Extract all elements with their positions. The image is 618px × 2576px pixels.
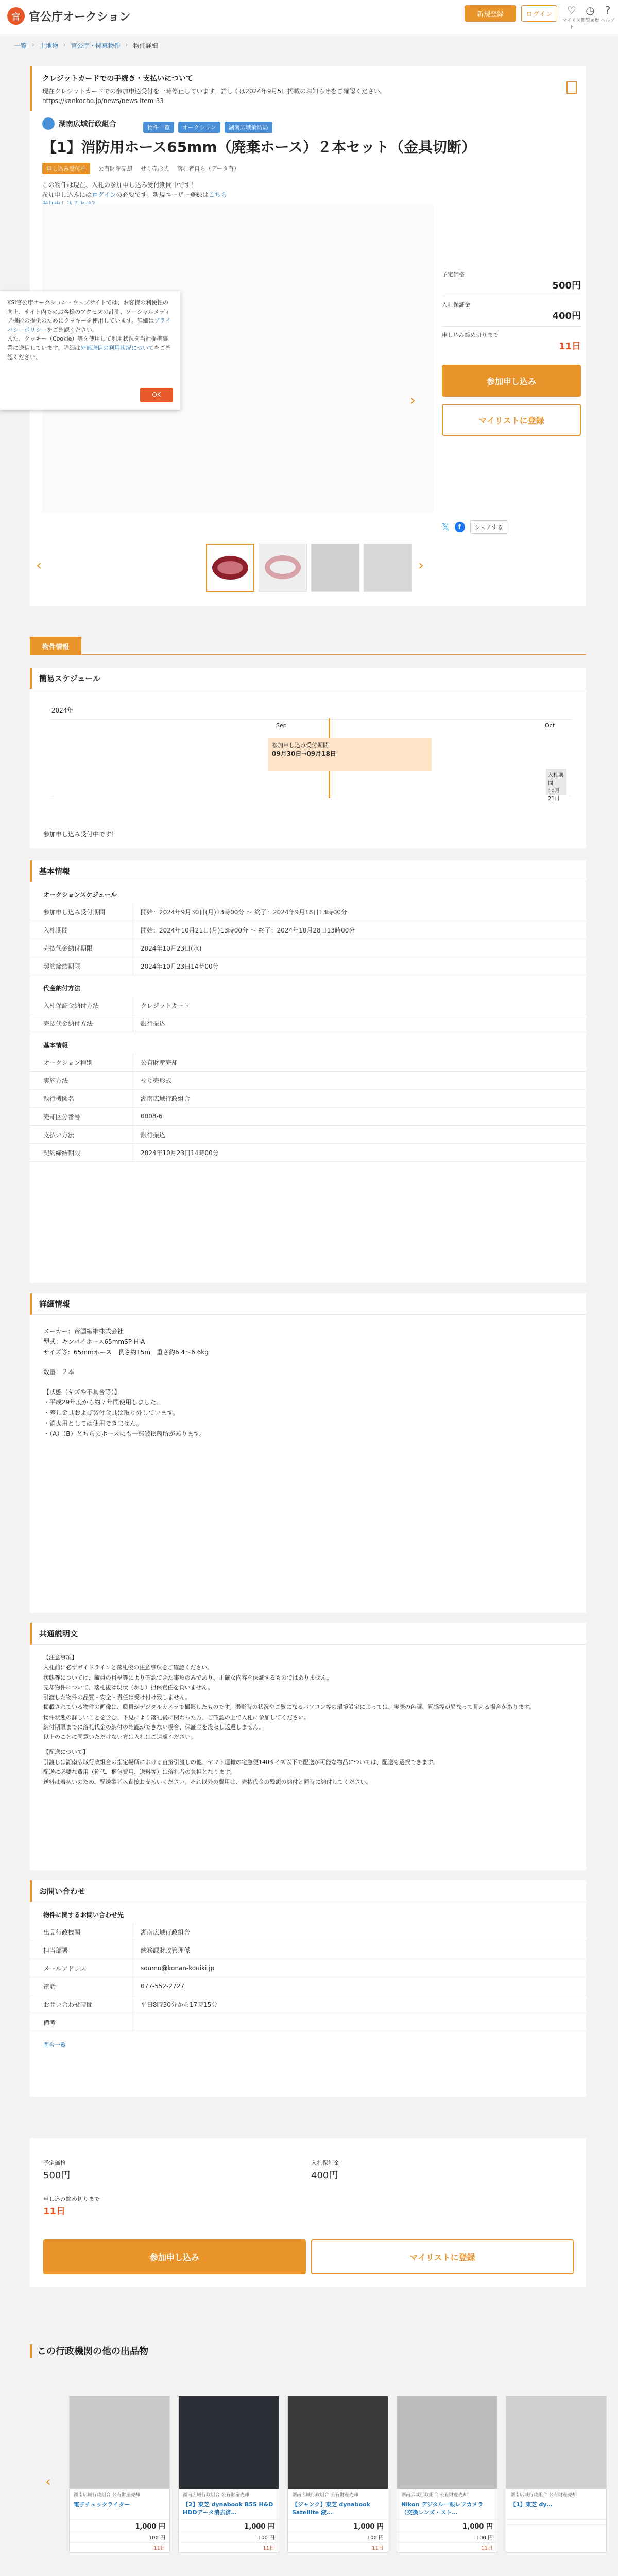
thumbnail[interactable] [364, 544, 412, 592]
card-category: 湖南広域行政組合 公有財産売却 [183, 2493, 249, 2498]
mylist-button[interactable]: マイリストに登録 [311, 2239, 574, 2274]
section-title: 簡易スケジュール [30, 668, 586, 689]
item-title: 【1】消防用ホース65mm（廃棄ホース）２本セット（金具切断） [42, 139, 476, 156]
row-value: 公有財産売却 [133, 1054, 178, 1071]
common-line: 引渡しは湖南広域行政組合の指定場所における直接引渡しの他、ヤマト運輸の宅急便140サイズ以下で配送が可能な物品については、配送も選択できます。 [43, 1758, 439, 1766]
help-icon[interactable]: ? ヘルプ [597, 4, 618, 23]
x-share-icon[interactable]: 𝕏 [442, 521, 450, 533]
sub-heading: 基本情報 [43, 1042, 68, 1049]
card-price: 1,000 円 [135, 2522, 165, 2531]
card-image[interactable] [179, 2396, 279, 2489]
row-key: 支払い方法 [43, 1131, 75, 1139]
apply-period-bar [268, 738, 432, 771]
row-value: 湖南広域行政組合 [133, 1090, 190, 1107]
card-price-row [70, 2519, 169, 2532]
deposit-label: 入札保証金 [311, 2160, 339, 2166]
row-value: せり売形式 [133, 1072, 171, 1089]
row-value: 銀行振込 [133, 1014, 165, 1032]
table-row [30, 2013, 586, 2031]
card-image[interactable] [397, 2396, 497, 2489]
org-header [42, 117, 116, 130]
row-value: 開始：2024年9月30日(月)13時00分 ～ 終了：2024年9月18日13時00分 [133, 903, 347, 921]
row-value[interactable]: soumu@konan-kouiki.jp [133, 1959, 214, 1977]
org-name[interactable]: 湖南広域行政組合 [59, 120, 116, 128]
row-value: クレジットカード [133, 996, 190, 1014]
schedule-section [30, 668, 586, 848]
thumb-prev-icon[interactable]: ‹ [36, 556, 42, 573]
row-value: 0008-6 [133, 1108, 163, 1125]
table-row [30, 1054, 586, 1072]
card-image[interactable] [506, 2396, 606, 2489]
product-card[interactable] [397, 2396, 497, 2553]
row-key: 売却区分番号 [43, 1113, 81, 1121]
notice-document-icon [566, 81, 577, 94]
card-deposit: 100 円 [367, 2535, 384, 2541]
breadcrumb-item[interactable]: 土地物 [39, 42, 58, 49]
card-price-row [288, 2519, 388, 2532]
product-card[interactable] [287, 2396, 388, 2553]
row-key: 契約締結期限 [43, 1149, 81, 1157]
heart-icon-label: マイリスト [562, 18, 581, 30]
month-sep: Sep [276, 722, 287, 729]
card-days: 11日 [481, 2545, 493, 2551]
row-key: 備考 [43, 2019, 56, 2026]
meta-item: 落札者自ら（データ有） [177, 165, 239, 172]
row-key: 担当部署 [43, 1946, 68, 1954]
table-row [30, 1977, 586, 1995]
table-row [30, 903, 586, 921]
notice-banner [30, 66, 586, 111]
common-line: 以上のことに同意いただけない方は入札はご遠慮ください。 [43, 1734, 196, 1740]
cookie-text: KSI官公庁オークション・ウェブサイトでは、お客様の利便性の向上、サイト内でのお客様のアクセスの計測、ソーシャルメディア機能の提供のためにクッキーを使用しています。詳細は [7, 299, 170, 325]
register-button[interactable]: 新規登録 [465, 5, 516, 22]
facebook-share-icon[interactable]: f [455, 522, 465, 532]
basic-info-section [30, 860, 586, 1283]
item-meta [42, 163, 239, 174]
mylist-button[interactable]: マイリストに登録 [442, 404, 581, 436]
card-deposit-row [397, 2532, 497, 2542]
inquiry-link[interactable]: 問合一覧 [43, 2042, 66, 2048]
cookie-ok-button[interactable]: OK [140, 388, 173, 402]
card-title[interactable]: Nikon デジタル一眼レフカメラ（交換レンズ・スト… [401, 2501, 484, 2516]
row-value: 2024年10月23日14時00分 [133, 957, 219, 975]
heart-icon[interactable]: ♡ マイリスト [561, 4, 582, 30]
card-category: 湖南広域行政組合 公有財産売却 [292, 2493, 358, 2498]
org-tag[interactable]: 湖南広域消防局 [225, 122, 272, 133]
org-tag[interactable]: オークション [178, 122, 220, 133]
detail-text [30, 1315, 586, 1451]
row-key: 参加申し込み受付期間 [43, 908, 106, 916]
contact-table [30, 1923, 586, 2031]
site-header [0, 0, 618, 36]
common-line: 【注意事項】 [43, 1654, 77, 1661]
min-price-label: 予定価格 [43, 2160, 66, 2166]
card-category: 湖南広域行政組合 公有財産売却 [74, 2493, 140, 2498]
external-send-link[interactable]: 外部送信の利用状況について [80, 344, 154, 351]
common-line: 状態等については、職員の目視等により確認できた事項のみであり、正確な内容を保証するものではありません。 [43, 1674, 333, 1681]
row-key: お問い合わせ時間 [43, 2001, 93, 2008]
common-line: 物件状態の詳しいことを含む、下見により落札後に関わった方、ご確認の上で入札に参加してください。 [43, 1714, 310, 1721]
thumbnail[interactable] [206, 544, 254, 592]
apply-button[interactable]: 参加申し込み [442, 365, 581, 397]
card-price-row [179, 2519, 279, 2532]
row-key: 売払代金納付期限 [43, 944, 93, 952]
row-value: 平日8時30分から17時15分 [133, 1995, 217, 2013]
card-image[interactable] [70, 2396, 169, 2489]
table-row [30, 1144, 586, 1162]
contact-section [30, 1880, 586, 2097]
schedule-note: 参加申し込み受付中です！ [43, 831, 118, 838]
card-days-row [70, 2542, 169, 2552]
table-row [30, 921, 586, 939]
common-line: 掲載されている物件の画像は、職員がデジタルカメラで撮影したものです。撮影時の状況やご覧になるパソコン等の環境設定によっては、実際の色調、質感等が異なって見える場合があります。 [43, 1704, 535, 1711]
common-line: 売却物件について、落札後は現状（かし）担保責任を負いません。 [43, 1684, 214, 1691]
card-title[interactable]: 【ジャンク】東芝 dynabook Satellite 液… [292, 2501, 370, 2516]
row-key: オークション種別 [43, 1059, 93, 1066]
table-row [30, 996, 586, 1014]
thumb-next-icon[interactable]: › [418, 556, 424, 573]
tab-bar [30, 637, 586, 655]
thumbnail[interactable] [311, 544, 359, 592]
card-title[interactable]: 【1】東芝 dy… [510, 2501, 553, 2508]
intro-line: この物件は現在、入札の参加申し込み受付期間中です！ [42, 181, 197, 189]
card-days-row [397, 2542, 497, 2552]
card-deposit: 100 円 [258, 2535, 274, 2541]
history-icon-label: 閲覧履歴 [580, 18, 599, 23]
card-title[interactable]: 【2】東芝 dynabook B55 H&D HDDデータ消去済… [183, 2501, 273, 2516]
bid-period-date: 10月21日 [548, 788, 560, 802]
cookie-consent [0, 291, 180, 410]
row-key: 契約締結期限 [43, 962, 81, 970]
others-heading: この行政機関の他の出品物 [30, 2344, 148, 2358]
product-card[interactable] [506, 2396, 607, 2553]
row-key: 電話 [43, 1982, 56, 1990]
login-link[interactable]: ログイン [92, 191, 116, 198]
deadline-value: 11日 [43, 2206, 66, 2217]
breadcrumb: 一覧 › 土地物 › 官公庁・関東物件 › 物件詳細 [14, 41, 158, 49]
table-row [30, 1941, 586, 1959]
detail-line: ・差し金具および袋付金具は取り外しています。 [43, 1409, 179, 1417]
card-days: 11日 [263, 2545, 274, 2551]
sub-heading: 代金納付方法 [43, 985, 81, 992]
sub-heading: 物件に関するお問い合わせ先 [43, 1911, 124, 1919]
schedule-table [30, 903, 586, 975]
org-tag[interactable]: 物件一覧 [143, 122, 174, 133]
detail-section [30, 1293, 586, 1613]
row-value: 開始：2024年10月21日(月)13時00分 ～ 終了：2024年10月28日13時00分 [133, 921, 355, 939]
table-row [30, 1108, 586, 1126]
breadcrumb-item[interactable]: 官公庁・関東物件 [71, 42, 121, 49]
intro-text: の必要です。新規ユーザー登録は [116, 191, 209, 198]
card-image[interactable] [288, 2396, 388, 2489]
privacy-link[interactable]: プライバシーポリシー [7, 317, 171, 333]
row-key: メールアドレス [43, 1964, 87, 1972]
detail-line: ・消火用としては使用できません。 [43, 1419, 143, 1427]
notice-title: クレジットカードでの手続き・支払いについて [42, 75, 193, 83]
card-price: 1,000 円 [244, 2522, 274, 2531]
common-line: 送料は着払いのため、配送業者へ直接お支払いください。それ以外の費用は、売払代金の残額の納付と同時に納付してください。 [43, 1778, 372, 1785]
breadcrumb-current: 物件詳細 [133, 42, 158, 49]
row-value [133, 2013, 141, 2031]
card-deposit-row [288, 2532, 388, 2542]
login-button[interactable]: ログイン [521, 5, 557, 22]
card-category: 湖南広域行政組合 公有財産売却 [510, 2493, 577, 2498]
detail-line: メーカー：帝国繊維株式会社 [43, 1328, 124, 1335]
section-title: 共通説明文 [30, 1623, 586, 1645]
detail-line: 型式：キンバイホース65mmSP-H-A [43, 1338, 145, 1346]
card-days: 11日 [153, 2545, 165, 2551]
detail-line: サイズ等：65mmホース 長さ約15m 重さ約6.4〜6.6kg [43, 1348, 209, 1356]
deadline-label: 申し込み締め切りまで [43, 2196, 100, 2202]
card-price: 1,000 円 [462, 2522, 493, 2531]
table-row [30, 1014, 586, 1032]
table-row [30, 1923, 586, 1941]
apply-period-dates: 09月30日→09月18日 [272, 750, 336, 757]
common-line: 入札前に必ずガイドラインと落札後の注意事項をご確認ください。 [43, 1664, 213, 1671]
status-badge: 申し込み受付中 [42, 163, 90, 174]
bid-period-bar [546, 769, 566, 802]
min-price-value: 500円 [552, 280, 581, 291]
help-icon-label: ヘルプ [600, 18, 615, 23]
cookie-text: をご確認ください。 [7, 344, 171, 361]
meta-item: せり売形式 [141, 165, 169, 172]
apply-period-label: 参加申し込み受付期間 [272, 742, 329, 749]
table-row [30, 1995, 586, 2013]
apply-button[interactable]: 参加申し込み [43, 2239, 306, 2274]
detail-line: ・平成29年度から約７年間使用しました。 [43, 1398, 163, 1406]
common-section [30, 1623, 586, 1870]
table-row [30, 1126, 586, 1144]
others-carousel [69, 2396, 607, 2553]
row-value: 2024年10月23日(水) [133, 939, 201, 957]
card-category: 湖南広域行政組合 公有財産売却 [401, 2493, 468, 2498]
row-value: 2024年10月23日14時00分 [133, 1144, 219, 1161]
table-row [30, 939, 586, 957]
basic-table [30, 1054, 586, 1162]
card-days-row [288, 2542, 388, 2552]
detail-line: 【状態（キズや不具合等）】 [43, 1388, 121, 1396]
site-logo[interactable] [7, 7, 131, 25]
row-key: 執行機関名 [43, 1095, 75, 1103]
section-title: お問い合わせ [30, 1880, 586, 1902]
card-title[interactable]: 電子チェックライター [74, 2501, 130, 2508]
common-line: 配送に必要な費用（箱代、梱包費用、送料等）は落札者の負担となります。 [43, 1768, 236, 1775]
row-value: 湖南広域行政組合 [133, 1923, 190, 1941]
deadline-value: 11日 [558, 341, 581, 352]
min-price-label: 予定価格 [442, 271, 465, 278]
row-key: 入札保証金納付方法 [43, 1002, 99, 1009]
org-icon [42, 117, 55, 130]
meta-item: 公有財産売却 [98, 165, 132, 172]
logo-mark: 官 [7, 7, 25, 25]
row-key: 出品行政機関 [43, 1928, 81, 1936]
bid-period-label: 入札期間 [548, 773, 563, 786]
min-price-value: 500円 [43, 2170, 71, 2181]
product-card[interactable] [178, 2396, 279, 2553]
card-deposit: 100 円 [148, 2535, 165, 2541]
detail-line: ・（A）（B）どちらのホースにも一部破損箇所があります。 [43, 1430, 205, 1438]
section-title: 基本情報 [30, 860, 586, 882]
table-row [30, 1090, 586, 1108]
month-oct: Oct [545, 722, 555, 729]
payment-table [30, 996, 586, 1032]
thumbnail-strip [206, 544, 412, 592]
product-card[interactable] [69, 2396, 170, 2553]
deposit-value: 400円 [311, 2170, 338, 2181]
gallery-next-icon[interactable]: › [410, 392, 416, 409]
register-link[interactable]: こちら [208, 191, 227, 198]
card-deposit-row [179, 2532, 279, 2542]
tab-item-info[interactable]: 物件情報 [30, 637, 81, 655]
bottom-price-panel [30, 2138, 586, 2287]
row-value: 総務課財政管理係 [133, 1941, 190, 1959]
table-row [30, 1959, 586, 1977]
share-row [442, 520, 507, 534]
breadcrumb-item[interactable]: 一覧 [14, 42, 27, 49]
schedule-year: 2024年 [52, 707, 74, 714]
row-key: 売払代金納付方法 [43, 1020, 93, 1027]
row-value: 077-552-2727 [133, 1977, 184, 1995]
card-days-row [506, 2524, 606, 2527]
common-line: 【配送について】 [43, 1749, 89, 1756]
row-key: 実施方法 [43, 1077, 68, 1084]
deposit-label: 入札保証金 [442, 301, 470, 308]
card-price: 1,000 円 [353, 2522, 384, 2531]
common-line: 引渡した物件の品質・安全・責任は受け付け致しません。 [43, 1694, 191, 1701]
common-line: 納付期限までに落札代金の納付の確認ができない場合、保証金を没収し返還しません。 [43, 1723, 265, 1731]
price-panel [442, 270, 581, 436]
card-deposit-row [70, 2532, 169, 2542]
share-button[interactable]: シェアする [470, 520, 508, 534]
row-value: 銀行振込 [133, 1126, 165, 1143]
deposit-value: 400円 [552, 311, 581, 321]
thumbnail[interactable] [259, 544, 307, 592]
intro-text: 参加申し込みには [42, 191, 92, 198]
notice-body[interactable]: 現在クレジットカードでの参加申込受付を一時停止しています。詳しくは2024年9月5日掲載のお知らせをご確認ください。 https://kankocho.jp/news/news-item-33 [42, 88, 386, 105]
org-tags [143, 122, 272, 133]
row-key: 入札期間 [43, 926, 68, 934]
others-prev-icon[interactable]: ‹ [45, 2473, 52, 2490]
deadline-label: 申し込み締め切りまで [442, 332, 499, 338]
table-row [30, 1072, 586, 1090]
common-text [30, 1645, 586, 1795]
card-days: 11日 [372, 2545, 384, 2551]
card-days-row [179, 2542, 279, 2552]
card-deposit: 100 円 [476, 2535, 493, 2541]
cookie-text: をご確認ください。 また、クッキー（Cookie）等を使用して利用状況を当社提携事業に送信しています。詳細は [7, 326, 168, 351]
history-icon[interactable]: ◷ 閲覧履歴 [580, 4, 599, 23]
section-title: 詳細情報 [30, 1293, 586, 1315]
detail-line: 数量：２本 [43, 1368, 75, 1376]
sub-heading: オークションスケジュール [43, 891, 117, 899]
table-row [30, 957, 586, 975]
logo-text: 官公庁オークション [29, 10, 131, 24]
card-price-row [397, 2519, 497, 2532]
